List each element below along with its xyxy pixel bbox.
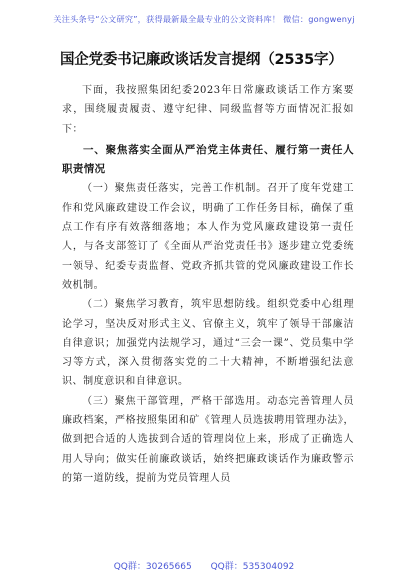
footer-qq-group-1: QQ群：30265665 bbox=[113, 562, 192, 572]
document-title: 国企党委书记廉政谈话发言提纲（2535字） bbox=[60, 52, 343, 68]
footer bbox=[0, 559, 408, 572]
paragraph-1: （一）聚焦责任落实，完善工作机制。召开了度年党建工作和党风廉政建设工作会议，明确了工作任务目标，确保了重点工作有序有效落细落地；本人作为党风廉政建设第一责任人，与各支部签订了《全面从严治党责任书》逐步建立党委统一领导、纪委专责监督、党政齐抓共管的党风廉政建设工作长效机制。 bbox=[62, 183, 354, 291]
footer-qq-group-2: QQ群：535304092 bbox=[210, 562, 295, 572]
intro-paragraph: 下面，我按照集团纪委2023年日常廉政谈话工作方案要求，围绕履责履责、遵守纪律、同级监督等方面情况汇报如下： bbox=[62, 85, 354, 135]
section-heading-1: 一、聚焦落实全面从严治党主体责任、履行第一责任人职责情况 bbox=[62, 143, 354, 176]
document-body bbox=[62, 48, 354, 488]
header-banner: 关注头条号“公文研究”，获得最新最全最专业的公文资料库！ 微信：gongwenyj bbox=[53, 14, 355, 24]
paragraph-2: （二）聚焦学习教育，筑牢思想防线。组织党委中心组理论学习，坚决反对形式主义、官僚主义，筑牢了领导干部廉洁自律意识；加强党内法规学习，通过“三会一课”、党员集中学习等方式，深入贯彻落实党的二十大精神，不断增强纪法意识、制度意识和自律意识。 bbox=[62, 299, 354, 388]
paragraph-3: （三）聚焦干部管理，严格干部选用。动态完善管理人员廉政档案，严格按照集团和矿《管理人员选拔聘用管理办法》，做到把合适的人选拔到合适的管理岗位上来，形成了正确选人用人导向；做实任前廉政谈话，始终把廉政谈话作为廉政警示的第一道防线，提前为党员管理人员 bbox=[62, 395, 354, 484]
